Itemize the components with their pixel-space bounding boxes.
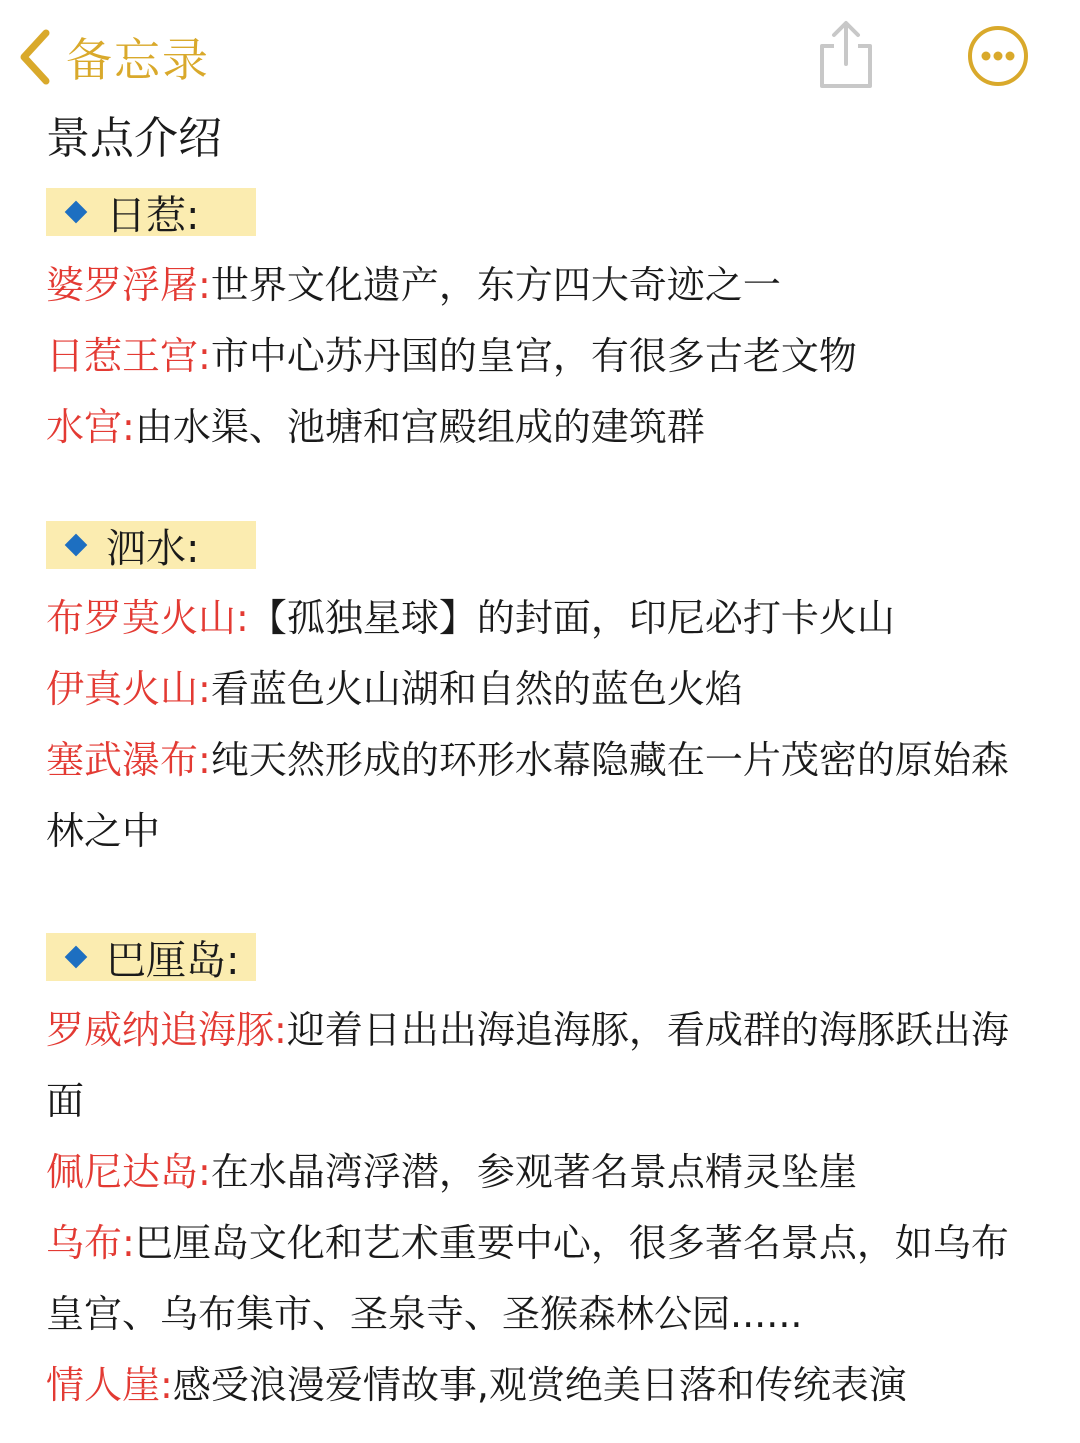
section-heading-label: 泗水:	[106, 525, 200, 572]
item-value: 纯天然形成的环形水幕隐藏在一片茂密的原始森林之中	[46, 738, 1009, 853]
item-value: 世界文化遗产，东方四大奇迹之一	[210, 263, 781, 307]
blank-line	[46, 463, 1046, 507]
back-button[interactable]	[18, 22, 210, 92]
share-icon	[814, 18, 878, 90]
back-label: 备忘录	[66, 33, 210, 87]
section-heading	[46, 521, 256, 572]
list-item	[46, 1137, 1046, 1208]
item-key: 布罗莫火山:	[46, 596, 249, 640]
list-item	[46, 1208, 1046, 1350]
section-heading-label: 日惹:	[106, 192, 200, 239]
item-value: 感受浪漫爱情故事,观赏绝美日落和传统表演	[172, 1363, 907, 1407]
list-item	[46, 250, 1046, 321]
more-button[interactable]	[966, 24, 1030, 88]
item-key: 婆罗浮屠:	[46, 263, 211, 307]
share-button[interactable]	[814, 18, 878, 90]
list-item	[46, 725, 1046, 867]
diamond-bullet-icon	[65, 201, 88, 224]
item-key: 塞武瀑布:	[46, 738, 211, 782]
section-heading	[46, 188, 256, 239]
item-key: 日惹王宫:	[46, 334, 211, 378]
navigation-bar	[0, 0, 1080, 110]
item-key: 罗威纳追海豚:	[46, 1008, 287, 1052]
section-heading	[46, 933, 256, 984]
item-value: 由水渠、池塘和宫殿组成的建筑群	[134, 405, 705, 449]
item-value: 巴厘岛文化和艺术重要中心，很多著名景点，如乌布皇宫、乌布集市、圣泉寺、圣猴森林公园......	[46, 1221, 1009, 1336]
item-value: 迎着日出出海追海豚，看成群的海豚跃出海面	[46, 1008, 1009, 1123]
diamond-bullet-icon	[65, 946, 88, 969]
list-item	[46, 995, 1046, 1137]
list-item	[46, 321, 1046, 392]
item-key: 佩尼达岛:	[46, 1150, 211, 1194]
blank-line	[46, 867, 1046, 919]
list-item	[46, 583, 1046, 654]
item-value: 市中心苏丹国的皇宫，有很多古老文物	[210, 334, 857, 378]
list-item	[46, 654, 1046, 725]
item-key: 伊真火山:	[46, 667, 211, 711]
diamond-bullet-icon	[65, 534, 88, 557]
note-title: 景点介绍	[46, 113, 222, 164]
item-key: 水宫:	[46, 405, 135, 449]
item-value: 在水晶湾浮潜，参观著名景点精灵坠崖	[210, 1150, 857, 1194]
item-key: 乌布:	[46, 1221, 135, 1265]
chevron-left-icon	[18, 29, 52, 85]
more-icon	[966, 24, 1030, 88]
note-body[interactable]	[46, 104, 1046, 1421]
item-value: 看蓝色火山湖和自然的蓝色火焰	[210, 667, 743, 711]
list-item	[46, 1350, 1046, 1421]
section-heading-label: 巴厘岛:	[106, 937, 240, 984]
item-value: 【孤独星球】的封面，印尼必打卡火山	[248, 596, 895, 640]
item-key: 情人崖:	[46, 1363, 173, 1407]
list-item	[46, 392, 1046, 463]
